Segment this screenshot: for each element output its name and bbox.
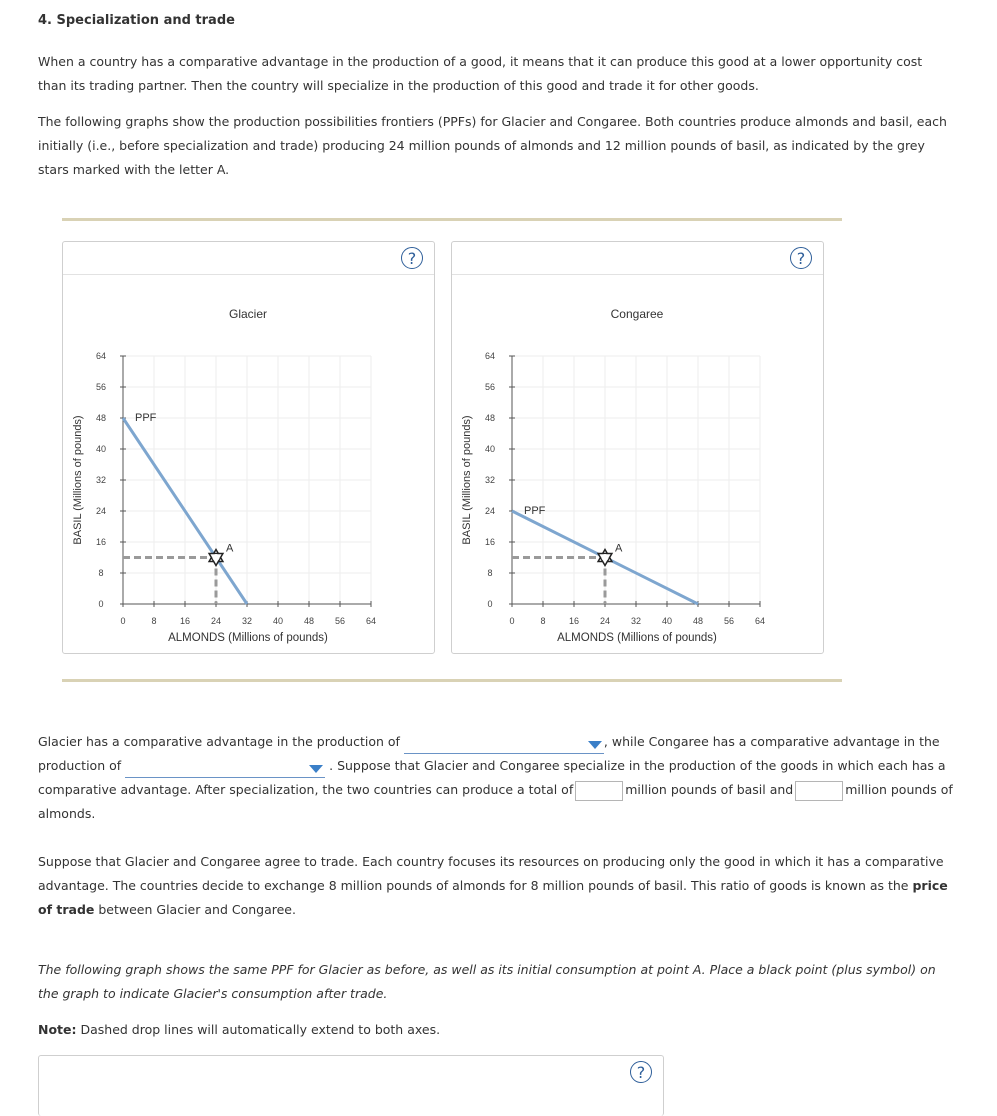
- trade-paragraph-text-end: between Glacier and Congaree.: [94, 902, 296, 917]
- y-axis-label: BASIL (Millions of pounds): [72, 415, 84, 545]
- question-text-3: production of: [38, 758, 122, 773]
- x-tick-label: 24: [599, 616, 611, 626]
- x-tick-label: 16: [568, 616, 580, 626]
- y-tick-label: 16: [484, 537, 496, 547]
- trade-paragraph-text: Suppose that Glacier and Congaree agree to trade. Each country focuses its resources on producing only the good in which it has a comparative advantage. The countries decide to exchange 8 million pounds of almonds for 8 million pounds of basil. This ratio of goods is known as the: [38, 854, 944, 893]
- total-almonds-input[interactable]: [795, 781, 843, 801]
- chart-title: Congaree: [610, 307, 664, 321]
- chevron-down-icon: [309, 765, 323, 773]
- x-tick-label: 16: [179, 616, 191, 626]
- y-tick-label: 32: [95, 475, 107, 485]
- x-tick-label: 40: [272, 616, 284, 626]
- congaree-advantage-dropdown[interactable]: [125, 761, 325, 778]
- congaree-graph-panel: [451, 241, 824, 654]
- glacier-help-icon[interactable]: ?: [401, 247, 423, 269]
- x-tick-label: 56: [334, 616, 346, 626]
- congaree-help-icon[interactable]: ?: [790, 247, 812, 269]
- y-tick-label: 32: [484, 475, 496, 485]
- x-tick-label: 48: [692, 616, 704, 626]
- trade-paragraph: [38, 850, 948, 922]
- intro-paragraph: When a country has a comparative advantage in the production of a good, it means that it can produce this good at a lower opportunity cost than its trading partner. Then the country will specialize in the production of this good and trade it for other goods.: [38, 54, 923, 93]
- section-title: 4. Specialization and trade: [38, 13, 235, 28]
- y-tick-label: 0: [98, 599, 104, 609]
- x-tick-label: 32: [630, 616, 642, 626]
- y-tick-label: 40: [95, 444, 107, 454]
- chart-title: Glacier: [228, 307, 268, 321]
- glacier-chart[interactable]: [63, 242, 434, 653]
- consumption-help-icon[interactable]: ?: [630, 1061, 652, 1083]
- graphs-paragraph: The following graphs show the production possibilities frontiers (PPFs) for Glacier and Congaree. Both countries produce almonds and basil, each initially (i.e., before specialization and trade) producing 24 million pounds of almonds and 12 million pounds of basil, as indicated by the grey stars marked with the letter A.: [38, 114, 947, 177]
- price-of-trade-term: price of trade: [38, 878, 948, 917]
- point-a-label: A: [615, 542, 623, 555]
- ppf-label: PPF: [524, 505, 546, 517]
- y-tick-label: 40: [484, 444, 496, 454]
- y-tick-label: 56: [484, 382, 496, 392]
- y-tick-label: 24: [484, 506, 496, 516]
- y-axis-label: BASIL (Millions of pounds): [461, 415, 473, 545]
- y-tick-label: 0: [487, 599, 493, 609]
- x-tick-label: 0: [120, 616, 126, 626]
- x-tick-label: 8: [540, 616, 546, 626]
- y-tick-label: 48: [484, 413, 496, 423]
- point-a-star-center: [213, 554, 220, 561]
- bottom-divider: [62, 679, 842, 682]
- note-text: Dashed drop lines will automatically extend to both axes.: [76, 1022, 441, 1037]
- y-tick-label: 56: [95, 382, 107, 392]
- y-tick-label: 64: [484, 351, 496, 361]
- x-tick-label: 56: [723, 616, 735, 626]
- y-tick-label: 64: [95, 351, 107, 361]
- y-tick-label: 8: [98, 568, 104, 578]
- comparative-advantage-question: [38, 730, 953, 826]
- congaree-chart[interactable]: [452, 242, 823, 653]
- point-a-star-center: [602, 554, 609, 561]
- glacier-graph-panel: [62, 241, 435, 654]
- question-text-7: million pounds of: [845, 782, 953, 797]
- x-axis-label: ALMONDS (Millions of pounds): [168, 632, 328, 644]
- consumption-graph-panel: [38, 1055, 664, 1116]
- question-text-8: almonds.: [38, 806, 96, 821]
- y-tick-label: 48: [95, 413, 107, 423]
- y-tick-label: 24: [95, 506, 107, 516]
- question-text-1: Glacier has a comparative advantage in the production of: [38, 734, 400, 749]
- total-basil-input[interactable]: [575, 781, 623, 801]
- x-tick-label: 48: [303, 616, 315, 626]
- x-axis-label: ALMONDS (Millions of pounds): [557, 632, 717, 644]
- question-text-5: comparative advantage. After specialization, the two countries can produce a total of: [38, 782, 574, 797]
- top-divider: [62, 218, 842, 221]
- ppf-label: PPF: [135, 412, 157, 424]
- x-tick-label: 24: [210, 616, 222, 626]
- question-text-4: . Suppose that Glacier and Congaree specialize in the production of the goods in which each has a: [329, 758, 946, 773]
- y-tick-label: 8: [487, 568, 493, 578]
- x-tick-label: 32: [241, 616, 253, 626]
- note-paragraph: [38, 1018, 948, 1042]
- instruction-paragraph: The following graph shows the same PPF for Glacier as before, as well as its initial consumption at point A. Place a black point (plus symbol) on the graph to indicate Glacier's consumption after trade.: [38, 962, 936, 1001]
- x-tick-label: 40: [661, 616, 673, 626]
- x-tick-label: 64: [754, 616, 766, 626]
- x-tick-label: 8: [151, 616, 157, 626]
- question-text-6: million pounds of basil and: [625, 782, 794, 797]
- y-tick-label: 16: [95, 537, 107, 547]
- chevron-down-icon: [588, 741, 602, 749]
- x-tick-label: 0: [509, 616, 515, 626]
- point-a-label: A: [226, 542, 234, 555]
- note-label: Note:: [38, 1022, 77, 1037]
- question-text-2: , while Congaree has a comparative advantage in the: [603, 734, 940, 749]
- glacier-advantage-dropdown[interactable]: [404, 737, 604, 754]
- x-tick-label: 64: [365, 616, 377, 626]
